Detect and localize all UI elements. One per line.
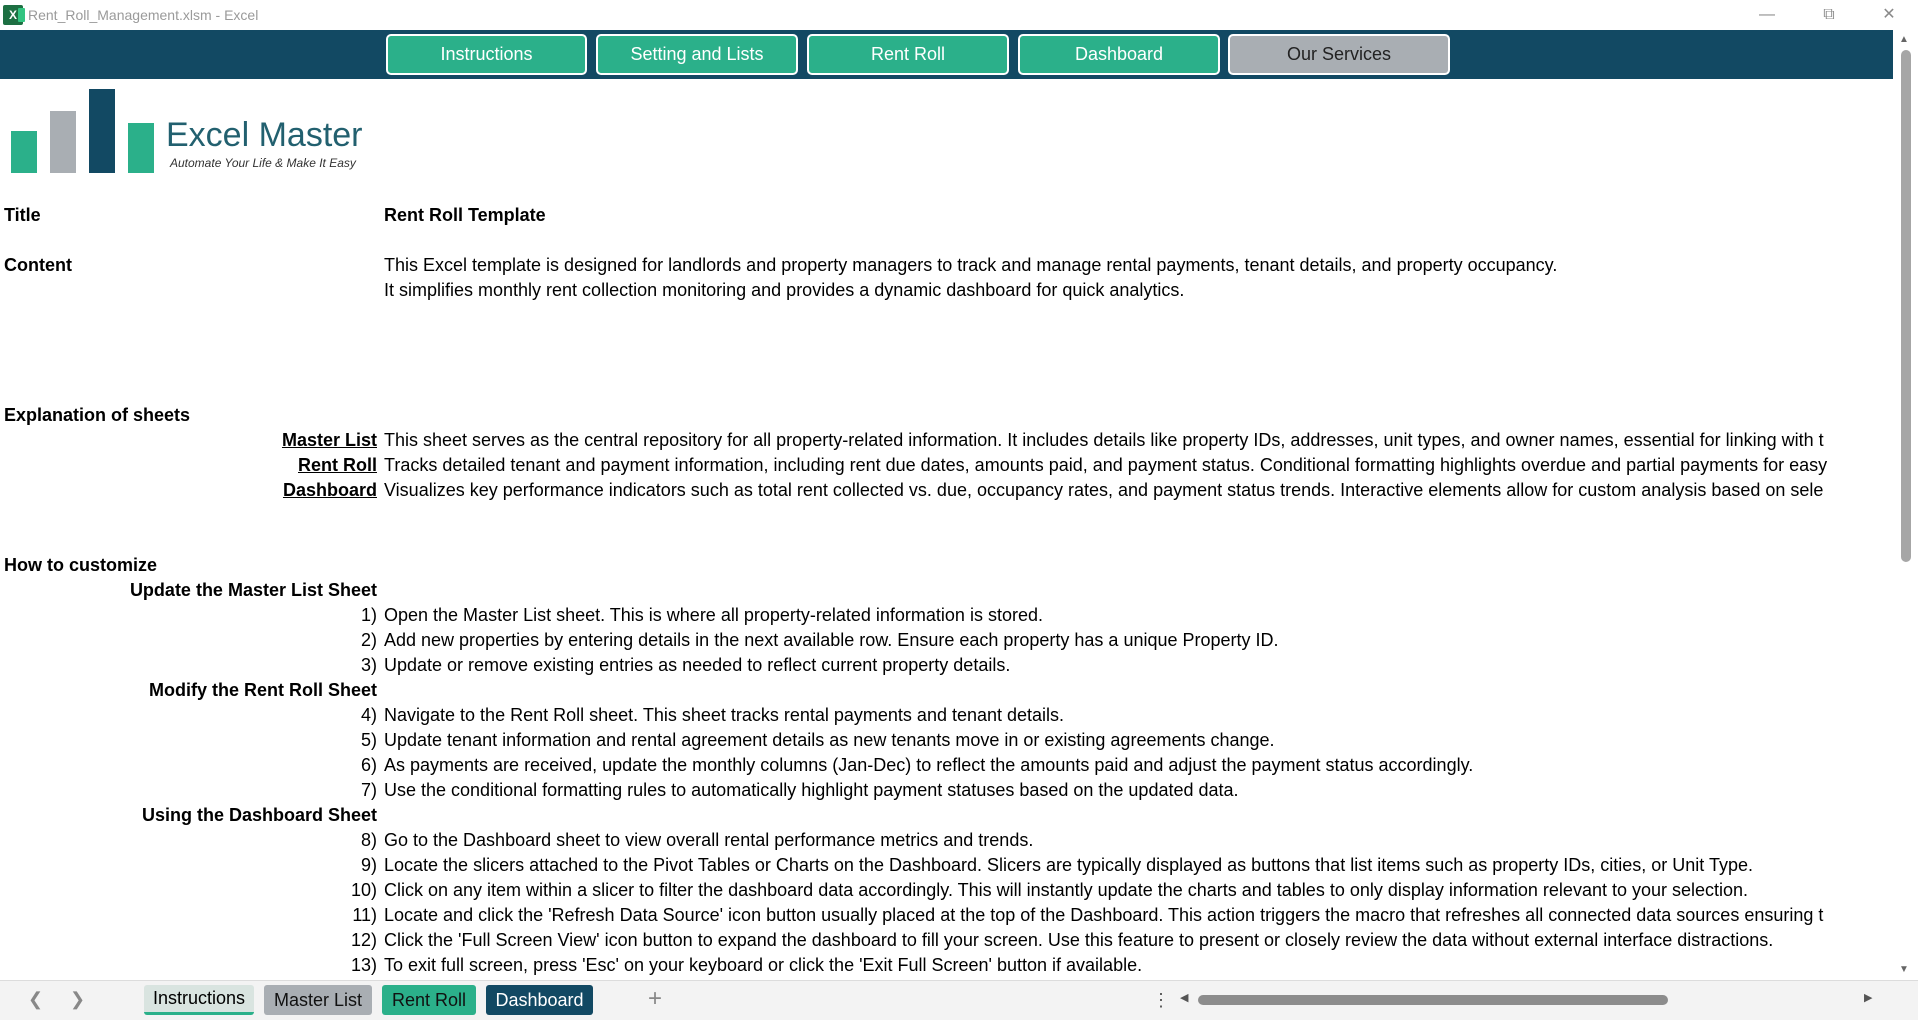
nav-dashboard-button[interactable]: Dashboard [1018, 34, 1220, 75]
explanation-label: Explanation of sheets [4, 405, 191, 425]
step-text: Click on any item within a slicer to filter the dashboard data accordingly. This will instantly update the charts and tables to only display information relevant to your selection. [384, 880, 1749, 900]
add-sheet-icon[interactable]: + [648, 985, 663, 1012]
tab-scroll-right-icon[interactable]: ❯ [70, 989, 86, 1009]
step-number: 4) [360, 705, 377, 725]
dashboard-link[interactable]: Dashboard [282, 480, 377, 500]
section-heading: Modify the Rent Roll Sheet [148, 680, 377, 700]
nav-our-services-button[interactable]: Our Services [1228, 34, 1450, 75]
nav-rent-roll-button[interactable]: Rent Roll [807, 34, 1009, 75]
horizontal-scroll-thumb[interactable] [1198, 995, 1668, 1005]
master-list-link[interactable]: Master List [281, 430, 377, 450]
restore-icon[interactable]: ⧉ [1823, 6, 1835, 23]
scroll-left-icon[interactable]: ◀ [1180, 992, 1189, 1004]
nav-settings-lists-button[interactable]: Setting and Lists [596, 34, 798, 75]
step-number: 6) [360, 755, 377, 775]
step-text: Go to the Dashboard sheet to view overall rental performance metrics and trends. [384, 830, 1034, 850]
content-line: It simplifies monthly rent collection monitoring and provides a dynamic dashboard for quick analytics. [384, 280, 1185, 300]
step-text: Update tenant information and rental agreement details as new tenants move in or existing agreements change. [384, 730, 1275, 750]
step-number: 11) [352, 905, 377, 925]
scroll-right-icon[interactable]: ▶ [1864, 992, 1873, 1004]
nav-instructions-button[interactable]: Instructions [386, 34, 587, 75]
tab-scroll-left-icon[interactable]: ❮ [28, 989, 44, 1009]
vertical-scroll-thumb[interactable] [1901, 50, 1911, 562]
step-number: 8) [360, 830, 377, 850]
step-text: As payments are received, update the monthly columns (Jan-Dec) to reflect the amounts paid and adjust the payment status accordingly. [384, 755, 1474, 775]
step-number: 1) [360, 605, 377, 625]
explanation-text: This sheet serves as the central repository for all property-related information. It includes details like property IDs, addresses, unit types, and owner names, essential for linking with t [384, 430, 1824, 450]
step-text: Locate and click the 'Refresh Data Source' icon button usually placed at the top of the Dashboard. This action triggers the macro that refreshes all connected data sources ensuring t [384, 905, 1824, 925]
window-title: Rent_Roll_Management.xlsm - Excel [28, 7, 259, 23]
tab-dashboard[interactable]: Dashboard [486, 985, 593, 1015]
step-text: Add new properties by entering details in the next available row. Ensure each property has a unique Property ID. [384, 630, 1279, 650]
title-label: Title [4, 205, 41, 225]
explanation-text: Visualizes key performance indicators such as total rent collected vs. due, occupancy rates, and payment status trends. Interactive elements allow for custom analysis based on sele [384, 480, 1824, 500]
step-text: Navigate to the Rent Roll sheet. This sheet tracks rental payments and tenant details. [384, 705, 1065, 725]
title-bar [0, 0, 1918, 30]
step-number: 7) [360, 780, 377, 800]
minimize-icon[interactable]: — [1759, 6, 1775, 23]
step-number: 3) [360, 655, 377, 675]
step-number: 12) [350, 930, 377, 950]
customize-label: How to customize [4, 555, 158, 575]
title-value: Rent Roll Template [384, 205, 546, 225]
logo-name: Excel Master [166, 116, 363, 154]
logo-tagline: Automate Your Life & Make It Easy [170, 156, 356, 170]
step-number: 13) [350, 955, 377, 975]
scroll-up-icon[interactable]: ▲ [1899, 34, 1909, 45]
section-heading: Using the Dashboard Sheet [141, 805, 377, 825]
tab-instructions[interactable]: Instructions [144, 985, 254, 1015]
close-icon[interactable]: ✕ [1882, 6, 1896, 23]
step-number: 2) [360, 630, 377, 650]
step-text: Update or remove existing entries as needed to reflect current property details. [384, 655, 1011, 675]
scroll-down-icon[interactable]: ▼ [1899, 964, 1909, 975]
tab-master-list[interactable]: Master List [264, 985, 372, 1015]
explanation-text: Tracks detailed tenant and payment information, including rent due dates, amounts paid, and payment status. Conditional formatting highlights overdue and partial payments for easy [384, 455, 1828, 475]
section-heading: Update the Master List Sheet [129, 580, 377, 600]
horizontal-scrollbar[interactable] [1178, 994, 1878, 1006]
vertical-scrollbar[interactable] [1893, 30, 1918, 980]
step-number: 10) [350, 880, 377, 900]
sheet-area [0, 79, 1893, 979]
excel-app-icon: X [3, 5, 23, 25]
tab-rent-roll[interactable]: Rent Roll [382, 985, 476, 1015]
step-text: Open the Master List sheet. This is where all property-related information is stored. [384, 605, 1043, 625]
excel-master-logo [10, 86, 380, 176]
content-label: Content [4, 255, 72, 275]
content-line: This Excel template is designed for landlords and property managers to track and manage rental payments, tenant details, and property occupancy. [384, 255, 1558, 275]
step-number: 5) [360, 730, 377, 750]
rent-roll-link[interactable]: Rent Roll [298, 455, 377, 475]
more-options-icon[interactable]: ⋮ [1152, 990, 1170, 1010]
step-text: Click the 'Full Screen View' icon button to expand the dashboard to fill your screen. Use this feature to present or closely review the data without external interface distractions. [384, 930, 1774, 950]
step-number: 9) [360, 855, 377, 875]
step-text: To exit full screen, press 'Esc' on your keyboard or click the 'Exit Full Screen' button if available. [384, 955, 1143, 975]
sheet-nav-bar [0, 30, 1893, 79]
step-text: Locate the slicers attached to the Pivot Tables or Charts on the Dashboard. Slicers are typically displayed as buttons that list items such as property IDs, cities, or Unit Type. [384, 855, 1754, 875]
sheet-tab-bar [0, 980, 1918, 1020]
step-text: Use the conditional formatting rules to automatically highlight payment statuses based on the updated data. [384, 780, 1239, 800]
